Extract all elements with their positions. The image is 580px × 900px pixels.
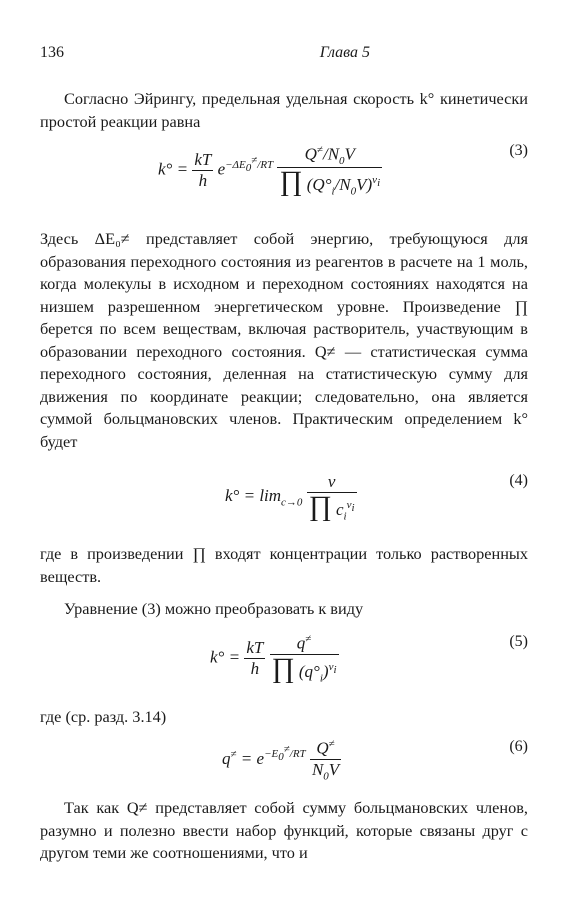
page-number: 136 — [40, 44, 64, 61]
equation-3-number: (3) — [509, 142, 528, 159]
equation-3 — [40, 142, 528, 202]
equation-4-body: $k^\circ = \lim_{c\to 0}$ $\frac{v}{\prod c_i^{\nu_i}}$ — [225, 472, 355, 523]
equation-5-body: k° = $\frac{kT}{h}$ $\frac{q^\ne}{\prod (q^\circ_i)^{\nu_i}}$ — [210, 633, 337, 685]
paragraph-3: где в произведении ∏ входят концентрации только растворенных веществ. — [40, 544, 528, 586]
paragraph-5: где (ср. разд. 3.14) — [40, 707, 167, 726]
paragraph-2: Здесь ΔE₀≠ представляет собой энергию, требующуюся для образования переходного состояния из реагентов в расчете на 1 моль, когда молекулы в исходном и переходном состояниях находятся на низшем разрешенном энергетическом уровне. Произведение ∏ берется по всем веществам, включая растворитель, участвующим в образовании переходного состояния. Q≠ — статистическая сумма переходного состояния, деленная на статистическую сумму для движения по координате реакции; следовательно, она является суммой больцмановских членов. Практическим определением k° будет — [40, 229, 528, 451]
equation-6-body: $q^\ne = e^{-E_0^\ne/RT}$ $\frac{Q^\ne}{N_0V}$ — [222, 738, 340, 783]
equation-3-body: k° = $\frac{kT}{h}$ $e^{-\Delta E_0^\ne/RT}$ $\frac{Q^\ne/N_0V}{\prod (Q^\circ_i/N_0V)^{\nu_i}}$ — [158, 144, 381, 198]
equation-5 — [40, 633, 528, 693]
equation-4-number: (4) — [509, 472, 528, 489]
page-header — [40, 44, 530, 62]
equation-6-number: (6) — [509, 738, 528, 755]
equation-4 — [40, 472, 528, 532]
paragraph-6: Так как Q≠ представляет собой сумму больцмановских членов, разумно и полезно ввести набор функций, которые связаны друг с другом теми же соотношениями, что и — [40, 798, 528, 862]
paragraph-1: Согласно Эйрингу, предельная удельная скорость k° кинетически простой реакции равна — [40, 89, 528, 131]
paragraph-4: Уравнение (3) можно преобразовать к виду — [64, 599, 364, 618]
equation-5-number: (5) — [509, 633, 528, 650]
chapter-title: Глава 5 — [319, 44, 370, 61]
equation-6 — [40, 738, 528, 798]
